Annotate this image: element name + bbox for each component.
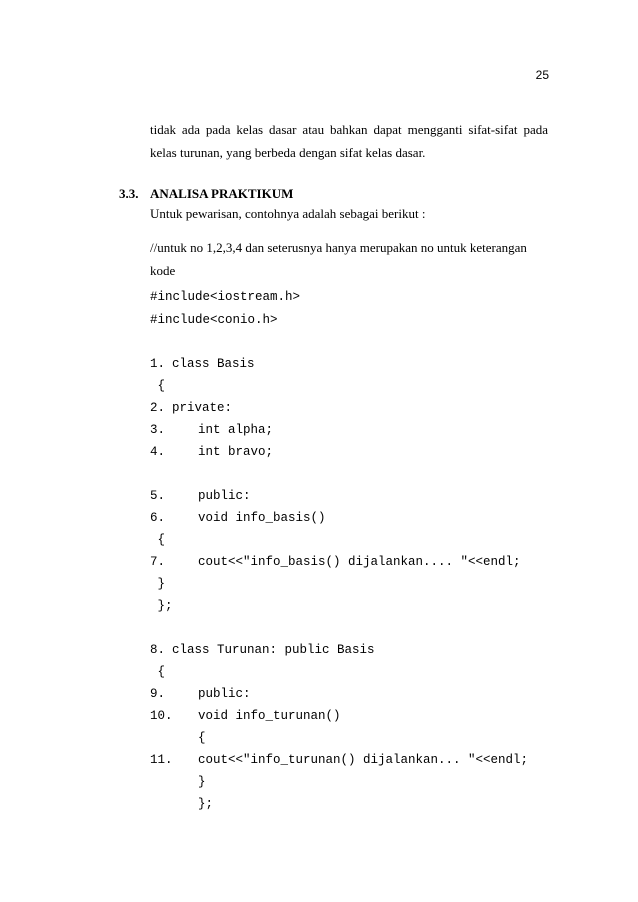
comment-note-line-1: //untuk no 1,2,3,4 dan seterusnya hanya merupakan no untuk keterangan — [150, 240, 527, 255]
code-line-text: }; — [198, 797, 214, 811]
code-line-text: { — [150, 665, 166, 679]
include-line-2: #include<conio.h> — [150, 313, 278, 327]
code-line-text: public: — [198, 489, 251, 503]
code-line-text: void info_basis() — [198, 511, 326, 525]
code-line — [150, 773, 206, 791]
code-line — [150, 553, 521, 571]
code-line-text: class Basis — [172, 357, 255, 371]
code-line-number: 5. — [150, 489, 166, 503]
code-line — [150, 707, 341, 725]
code-line-number: 1. — [150, 357, 166, 371]
code-line — [150, 795, 213, 813]
code-line-text: public: — [198, 687, 251, 701]
code-line — [150, 399, 232, 417]
code-line-text: class Turunan: public Basis — [172, 643, 375, 657]
code-line-number: 4. — [150, 445, 166, 459]
code-line-text: int alpha; — [198, 423, 274, 437]
code-line — [150, 597, 173, 615]
code-line-number: 7. — [150, 555, 166, 569]
intro-paragraph-line-2: kelas turunan, yang berbeda dengan sifat kelas dasar. — [150, 145, 426, 160]
code-line — [150, 575, 165, 593]
code-line-text: { — [150, 533, 166, 547]
code-line-text: private: — [172, 401, 233, 415]
page-number: 25 — [535, 68, 549, 82]
code-line — [150, 355, 255, 373]
code-line — [150, 377, 165, 395]
code-line-number: 3. — [150, 423, 166, 437]
code-line-number: 9. — [150, 687, 166, 701]
code-line — [150, 487, 251, 505]
intro-paragraph-line-1: tidak ada pada kelas dasar atau bahkan dapat mengganti sifat-sifat pada — [150, 122, 548, 137]
code-line — [150, 641, 375, 659]
code-line-text: int bravo; — [198, 445, 274, 459]
code-line-text: cout<<"info_basis() dijalankan.... "<<endl; — [198, 555, 521, 569]
code-line-text: void info_turunan() — [198, 709, 341, 723]
section-heading — [119, 185, 293, 203]
intro-paragraph — [150, 118, 548, 164]
code-line — [150, 531, 165, 549]
code-line-text: } — [150, 577, 166, 591]
code-line-text: { — [198, 731, 206, 745]
code-line-number: 2. — [150, 401, 166, 415]
code-line — [150, 421, 273, 439]
code-line — [150, 663, 165, 681]
section-title: ANALISA PRAKTIKUM — [150, 186, 294, 201]
code-line — [150, 443, 273, 461]
code-line-number: 10. — [150, 709, 173, 723]
comment-note-line-2: kode — [150, 263, 176, 278]
section-number: 3.3. — [119, 186, 139, 201]
code-line — [150, 751, 528, 769]
comment-note — [150, 236, 548, 282]
code-line — [150, 685, 251, 703]
code-line — [150, 729, 206, 747]
include-line-1: #include<iostream.h> — [150, 290, 301, 304]
code-line-number: 11. — [150, 753, 173, 767]
code-line-text: cout<<"info_turunan() dijalankan... "<<endl; — [198, 753, 529, 767]
code-line-number: 8. — [150, 643, 166, 657]
code-line-text: }; — [150, 599, 173, 613]
code-line-text: } — [198, 775, 206, 789]
code-line-text: { — [150, 379, 166, 393]
code-line — [150, 509, 326, 527]
code-line-number: 6. — [150, 511, 166, 525]
example-intro: Untuk pewarisan, contohnya adalah sebagai berikut : — [150, 206, 426, 221]
